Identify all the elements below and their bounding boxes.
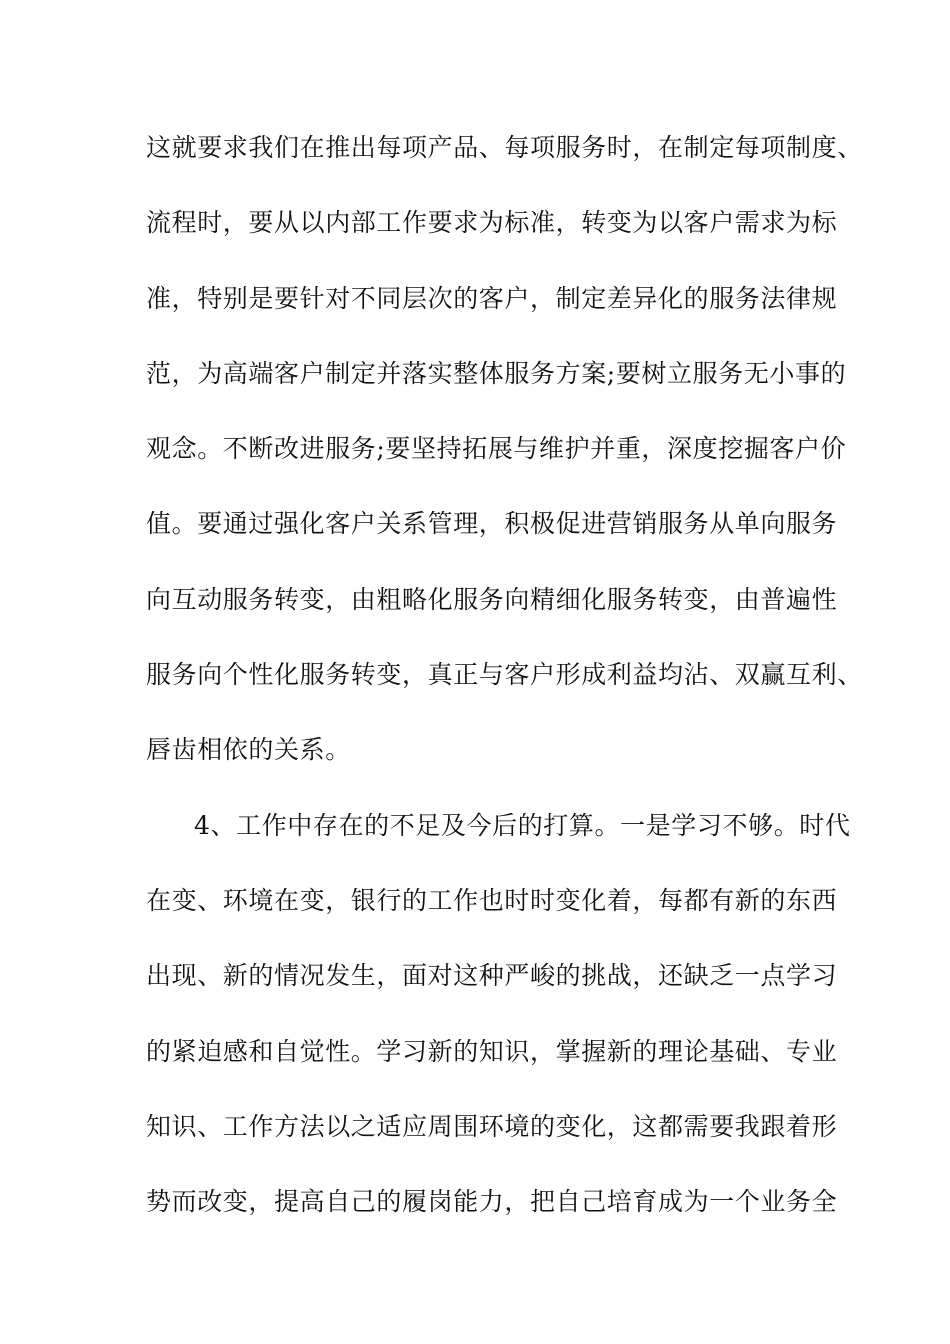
- text-line: 准，特别是要针对不同层次的客户，制定差异化的服务法律规: [146, 283, 838, 313]
- text-line: 出现、新的情况发生，面对这种严峻的挑战，还缺乏一点学习: [146, 961, 838, 991]
- section-heading-line: 4、工作中存在的不足及今后的打算。一是学习不够。时代: [194, 810, 851, 840]
- text-line: 观念。不断改进服务;要坚持拓展与维护并重，深度挖掘客户价: [146, 434, 847, 464]
- text-line: 范，为高端客户制定并落实整体服务方案;要树立服务无小事的: [146, 358, 847, 388]
- text-line: 服务向个性化服务转变，真正与客户形成利益均沾、双赢互利、: [146, 660, 863, 690]
- body-text: [146, 128, 863, 1257]
- text-line: 唇齿相依的关系。: [146, 735, 351, 765]
- text-line: 在变、环境在变，银行的工作也时时变化着，每都有新的东西: [146, 885, 838, 915]
- text-line: 向互动服务转变，由粗略化服务向精细化服务转变，由普遍性: [146, 584, 838, 614]
- text-line: 知识、工作方法以之适应周围环境的变化，这都需要我跟着形: [146, 1111, 838, 1141]
- text-line: 值。要通过强化客户关系管理，积极促进营销服务从单向服务: [146, 509, 838, 539]
- text-line: 流程时，要从以内部工作要求为标准，转变为以客户需求为标: [146, 208, 838, 238]
- text-line: 的紧迫感和自觉性。学习新的知识，掌握新的理论基础、专业: [146, 1036, 838, 1066]
- text-line: 这就要求我们在推出每项产品、每项服务时，在制定每项制度、: [146, 133, 863, 162]
- text-line: 势而改变，提高自己的履岗能力，把自己培育成为一个业务全: [146, 1187, 838, 1217]
